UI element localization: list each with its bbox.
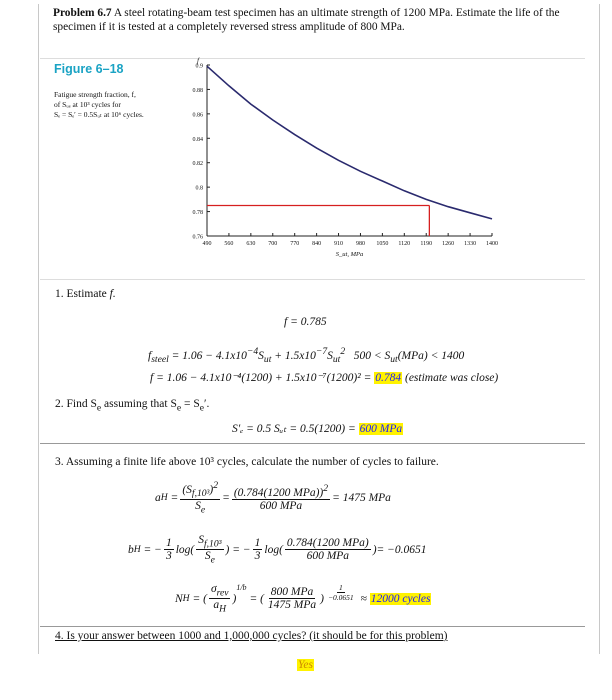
n-equation: N H = ( $\frac{\sigma_{rev}}{a_H}$ ) $^{1/b}$ = ( $\frac{\text{800 MPa}}{\text{1475 MPa}}$ ) $\frac{1}{-0.0651}$ ≈ 12000 cycles xyxy=(175,583,431,615)
f-steel-rhs: = 1.06 − 4.1x10 xyxy=(171,349,247,362)
n-den2: 1475 MPa xyxy=(267,599,317,612)
se-calculation xyxy=(232,421,403,435)
answer-yes: Yes xyxy=(298,659,313,671)
step-1-var: f. xyxy=(109,288,116,300)
step-2-label: 2. Find S xyxy=(55,398,97,410)
b-den1-sub: e xyxy=(210,554,215,566)
f-steel-formula xyxy=(148,346,464,365)
a-den: S xyxy=(195,500,201,513)
a-num: (S xyxy=(182,483,192,496)
n-approx: ≈ xyxy=(360,592,367,605)
x-tick-label: 490 xyxy=(202,241,212,247)
y-tick-label: 0.82 xyxy=(192,161,203,168)
b-third-den: 3 xyxy=(165,550,172,563)
step-2-rest2: = S xyxy=(184,398,200,410)
s-symbol: S xyxy=(258,349,264,362)
y-tick-label: 0.9 xyxy=(195,63,203,70)
step-3-heading: 3. Assuming a finite life above 10³ cycles, calculate the number of cycles to failure. xyxy=(55,456,439,468)
problem-label: Problem 6.7 xyxy=(53,7,112,19)
n-exp2-num: 1 xyxy=(338,583,343,592)
a-result: = 1475 MPa xyxy=(332,491,391,504)
f-symbol: f xyxy=(148,349,152,362)
a-num-sub: f,10³ xyxy=(191,488,210,500)
a-den2: 600 MPa xyxy=(259,500,303,513)
x-tick-label: 1260 xyxy=(442,241,455,247)
n-num1: σ xyxy=(210,583,217,595)
b-log: log xyxy=(175,543,191,556)
b-third-num: 1 xyxy=(254,537,261,550)
n-den1-sub: H xyxy=(219,603,227,615)
y-tick-label: 0.78 xyxy=(192,210,203,217)
x-tick-label: 980 xyxy=(355,241,365,247)
divider xyxy=(40,443,585,444)
y-tick-label: 0.76 xyxy=(192,234,203,241)
b-third xyxy=(164,537,174,562)
x-tick-label: 630 xyxy=(246,241,256,247)
y-tick-label: 0.84 xyxy=(192,136,203,143)
y-tick-label: 0.88 xyxy=(192,87,203,94)
f-calc-note: (estimate was close) xyxy=(404,372,499,384)
f-curve-line xyxy=(207,66,492,219)
n-result: 12000 cycles xyxy=(370,592,431,605)
se-result: 600 MPa xyxy=(359,423,403,435)
b-result: = −0.0651 xyxy=(376,543,427,556)
n-num2: 800 MPa xyxy=(270,586,314,599)
f-result: f = 0.785 xyxy=(284,316,327,328)
step-4-answer xyxy=(297,659,314,671)
x-tick-label: 1050 xyxy=(376,241,389,247)
f-sub: steel xyxy=(151,354,169,366)
a-fraction-2 xyxy=(232,483,330,512)
n-fraction-2 xyxy=(266,586,318,611)
b-num1-sub: f,10³ xyxy=(204,538,222,550)
a-sub: H xyxy=(160,492,168,504)
range-sub: ut xyxy=(390,354,398,366)
x-tick-label: 1120 xyxy=(398,241,411,247)
a-equation: a H = $\frac{(S_{f,10^3})^2}{S_e}$ = $\frac{(0.784(1200 MPa))^2}{\text{600 MPa}}$ = 1475 MPa xyxy=(155,480,391,516)
caption-line: of Sᵤₑ at 10³ cycles for xyxy=(54,100,121,109)
y-tick-label: 0.8 xyxy=(195,185,203,192)
s-sup: 2 xyxy=(340,346,346,357)
x-tick-label: 840 xyxy=(312,241,322,247)
b-log: log xyxy=(264,543,280,556)
step-2-heading: 2. Find $S_e$ assuming that $S_e = S_e'$. xyxy=(55,398,210,414)
x-tick-label: 560 xyxy=(224,241,234,247)
b-equation: b H = − $\frac{1}{3}$ log ( $\frac{S_{f,10^3}}{S_e}$ ) = − $\frac{1}{3}$ log ( $\frac{\text{0.784(1200 MPa)}}{\text{600 MPa}}$ ) = −0.0651 xyxy=(128,534,427,566)
step-2-rest: assuming that S xyxy=(104,398,177,410)
se-expression: S′ₑ = 0.5 Sᵤₜ = 0.5(1200) = xyxy=(232,423,356,435)
y-tick-label: 0.86 xyxy=(192,112,203,119)
s-sub: ut xyxy=(263,354,272,366)
range-start: 500 < S xyxy=(353,349,391,362)
b-sub: H xyxy=(133,544,141,556)
n-exp2-den: −0.0651 xyxy=(327,593,354,602)
n-den1: a xyxy=(213,599,220,612)
x-tick-label: 1400 xyxy=(486,241,498,247)
f-steel-exp1: −4 xyxy=(246,346,259,357)
x-tick-label: 910 xyxy=(334,241,344,247)
a-symbol: a xyxy=(155,491,161,504)
n-exp1: 1/b xyxy=(236,583,247,592)
b-den1: S xyxy=(204,550,211,563)
a-num-sup: 2 xyxy=(213,480,219,491)
b-third-den: 3 xyxy=(254,550,261,563)
caption-line: Fatigue strength fraction, f, xyxy=(54,90,136,99)
n-sub: H xyxy=(182,593,190,605)
x-axis-label: S_ut, MPa xyxy=(335,251,364,258)
f-calculation xyxy=(150,370,498,384)
n-exponent xyxy=(326,583,356,602)
n-fraction-1 xyxy=(209,583,231,615)
b-fraction-2 xyxy=(285,537,371,562)
b-third-2 xyxy=(253,537,263,562)
figure-title: Figure 6–18 xyxy=(54,62,124,76)
s-sub: ut xyxy=(332,354,341,366)
f-calc-result: 0.784 xyxy=(375,372,402,384)
b-third-num: 1 xyxy=(165,537,172,550)
f-steel-plus: + 1.5x10 xyxy=(274,349,316,362)
a-num2-sup: 2 xyxy=(323,483,329,495)
step-1-label: 1. Estimate xyxy=(55,288,107,300)
b-fraction-1 xyxy=(196,534,223,566)
b-prefix: = − xyxy=(143,543,162,556)
y-axis-label: f xyxy=(197,57,199,65)
f-steel-exp2: −7 xyxy=(315,346,328,357)
x-tick-label: 1190 xyxy=(420,241,433,247)
f-calc-expression: f = 1.06 − 4.1x10⁻⁴(1200) + 1.5x10⁻⁷(1200)² = xyxy=(150,372,372,384)
a-fraction-1 xyxy=(180,480,220,515)
a-num2: (0.784(1200 MPa)) xyxy=(233,487,324,500)
x-tick-label: 770 xyxy=(290,241,300,247)
b-num2: 0.784(1200 MPa) xyxy=(286,537,369,550)
a-den-sub: e xyxy=(200,504,206,516)
a-num-close: ) xyxy=(209,483,214,496)
divider xyxy=(40,626,585,627)
b-den2: 600 MPa xyxy=(306,550,350,563)
s-symbol: S xyxy=(327,349,333,362)
b-num1: S xyxy=(198,534,204,546)
range-end: (MPa) < 1400 xyxy=(397,349,465,362)
b-symbol: b xyxy=(128,543,134,556)
step-4-heading: 4. Is your answer between 1000 and 1,000,000 cycles? (it should be for this problem) xyxy=(55,630,448,642)
problem-text: A steel rotating-beam test specimen has an ultimate strength of 1200 MPa. Estimate the life of the specimen if it is tested at a completely reversed stress amplitude of 800 MPa. xyxy=(53,7,560,33)
caption-line: Sₑ = Sₑ′ = 0.5Sᵤₜ at 10⁶ cycles. xyxy=(54,110,144,119)
step-1-heading xyxy=(55,288,116,300)
x-tick-label: 700 xyxy=(268,241,278,247)
n-num1-sub: rev xyxy=(216,587,229,599)
n-symbol: N xyxy=(175,592,183,605)
x-tick-label: 1330 xyxy=(464,241,477,247)
